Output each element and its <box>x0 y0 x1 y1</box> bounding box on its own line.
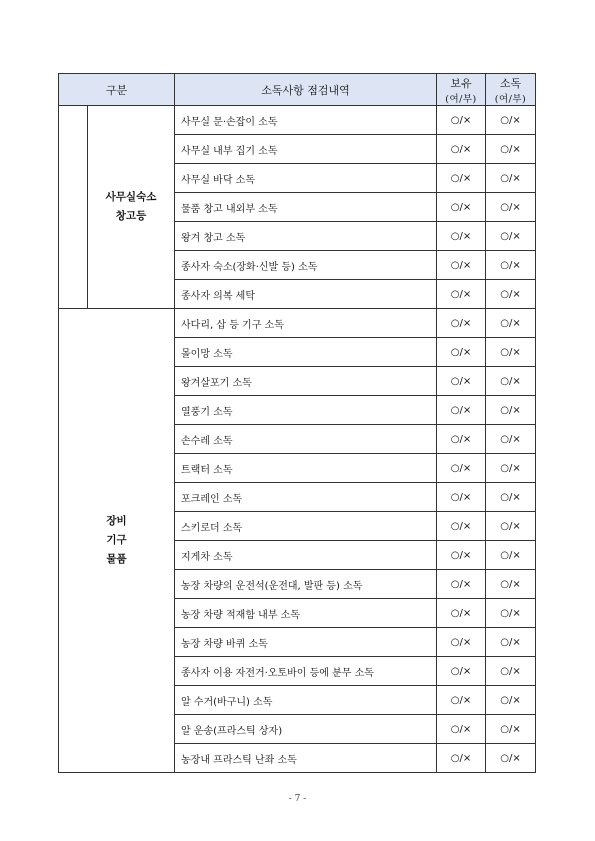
disinfect-mark: ○/× <box>486 222 536 251</box>
inspection-item: 농장 차량의 운전석(운전대, 발판 등) 소독 <box>175 570 437 599</box>
inspection-item: 왕겨 창고 소독 <box>175 222 437 251</box>
header-own-sub: (여/부) <box>445 93 477 105</box>
category-label <box>59 309 175 773</box>
own-mark: ○/× <box>437 628 486 657</box>
category-label-line: 물품 <box>106 553 127 565</box>
header-item: 소독사항 점검내역 <box>175 74 437 106</box>
table-row <box>59 309 536 338</box>
category-label-line: 창고등 <box>115 210 147 222</box>
own-mark: ○/× <box>437 483 486 512</box>
own-mark: ○/× <box>437 164 486 193</box>
page-number: - 7 - <box>288 794 307 804</box>
disinfect-mark: ○/× <box>486 599 536 628</box>
own-mark: ○/× <box>437 309 486 338</box>
inspection-item: 종사자 이용 자전거·오토바이 등에 분무 소독 <box>175 657 437 686</box>
category-label-line: 사무실숙소 <box>105 191 157 203</box>
disinfect-mark: ○/× <box>486 309 536 338</box>
disinfect-mark: ○/× <box>486 512 536 541</box>
own-mark: ○/× <box>437 541 486 570</box>
disinfect-mark: ○/× <box>486 570 536 599</box>
header-disinfect-label: 소독 <box>499 76 522 90</box>
table-body <box>59 106 536 773</box>
category-label-line: 기구 <box>106 534 127 546</box>
inspection-table <box>58 73 536 773</box>
inspection-item: 사다리, 삽 등 기구 소독 <box>175 309 437 338</box>
category-label <box>88 106 175 309</box>
own-mark: ○/× <box>437 106 486 135</box>
own-mark: ○/× <box>437 715 486 744</box>
inspection-item: 포크레인 소독 <box>175 483 437 512</box>
inspection-item: 사무실 내부 집기 소독 <box>175 135 437 164</box>
own-mark: ○/× <box>437 454 486 483</box>
inspection-item: 종사자 숙소(장화·신발 등) 소독 <box>175 251 437 280</box>
own-mark: ○/× <box>437 512 486 541</box>
disinfect-mark: ○/× <box>486 106 536 135</box>
own-mark: ○/× <box>437 425 486 454</box>
disinfect-mark: ○/× <box>486 628 536 657</box>
inspection-item: 사무실 바닥 소독 <box>175 164 437 193</box>
header-category: 구분 <box>59 74 175 106</box>
inspection-item: 왕겨살포기 소독 <box>175 367 437 396</box>
inspection-item: 종사자 의복 세탁 <box>175 280 437 309</box>
disinfect-mark: ○/× <box>486 483 536 512</box>
inspection-item: 몰이망 소독 <box>175 338 437 367</box>
table-header-row <box>59 74 536 106</box>
inspection-item: 농장내 프라스틱 난좌 소독 <box>175 744 437 773</box>
own-mark: ○/× <box>437 338 486 367</box>
category-blank-cell <box>59 106 88 309</box>
own-mark: ○/× <box>437 251 486 280</box>
inspection-item: 알 수거(바구니) 소독 <box>175 686 437 715</box>
own-mark: ○/× <box>437 396 486 425</box>
disinfect-mark: ○/× <box>486 715 536 744</box>
inspection-item: 스키로더 소독 <box>175 512 437 541</box>
own-mark: ○/× <box>437 599 486 628</box>
disinfect-mark: ○/× <box>486 425 536 454</box>
header-disinfect <box>486 74 536 106</box>
inspection-item: 열풍기 소독 <box>175 396 437 425</box>
own-mark: ○/× <box>437 744 486 773</box>
disinfect-mark: ○/× <box>486 396 536 425</box>
inspection-item: 알 운송(프라스틱 상자) <box>175 715 437 744</box>
disinfect-mark: ○/× <box>486 135 536 164</box>
own-mark: ○/× <box>437 222 486 251</box>
disinfect-mark: ○/× <box>486 193 536 222</box>
inspection-item: 트랙터 소독 <box>175 454 437 483</box>
disinfect-mark: ○/× <box>486 280 536 309</box>
table-row <box>59 106 536 135</box>
own-mark: ○/× <box>437 280 486 309</box>
inspection-item: 농장 차량 바퀴 소독 <box>175 628 437 657</box>
disinfect-mark: ○/× <box>486 251 536 280</box>
disinfect-mark: ○/× <box>486 338 536 367</box>
inspection-item: 손수레 소독 <box>175 425 437 454</box>
disinfect-mark: ○/× <box>486 541 536 570</box>
header-own-label: 보유 <box>450 76 472 90</box>
header-own <box>437 74 486 106</box>
disinfect-mark: ○/× <box>486 744 536 773</box>
disinfect-mark: ○/× <box>486 686 536 715</box>
own-mark: ○/× <box>437 570 486 599</box>
category-label-line: 장비 <box>106 515 127 527</box>
disinfect-mark: ○/× <box>486 454 536 483</box>
inspection-item: 사무실 문·손잡이 소독 <box>175 106 437 135</box>
own-mark: ○/× <box>437 367 486 396</box>
inspection-item: 물품 창고 내외부 소독 <box>175 193 437 222</box>
own-mark: ○/× <box>437 193 486 222</box>
own-mark: ○/× <box>437 135 486 164</box>
disinfect-mark: ○/× <box>486 367 536 396</box>
inspection-item: 지게차 소독 <box>175 541 437 570</box>
header-disinfect-sub: (여/부) <box>494 93 527 105</box>
disinfect-mark: ○/× <box>486 657 536 686</box>
disinfect-mark: ○/× <box>486 164 536 193</box>
own-mark: ○/× <box>437 657 486 686</box>
own-mark: ○/× <box>437 686 486 715</box>
inspection-item: 농장 차량 적재함 내부 소독 <box>175 599 437 628</box>
